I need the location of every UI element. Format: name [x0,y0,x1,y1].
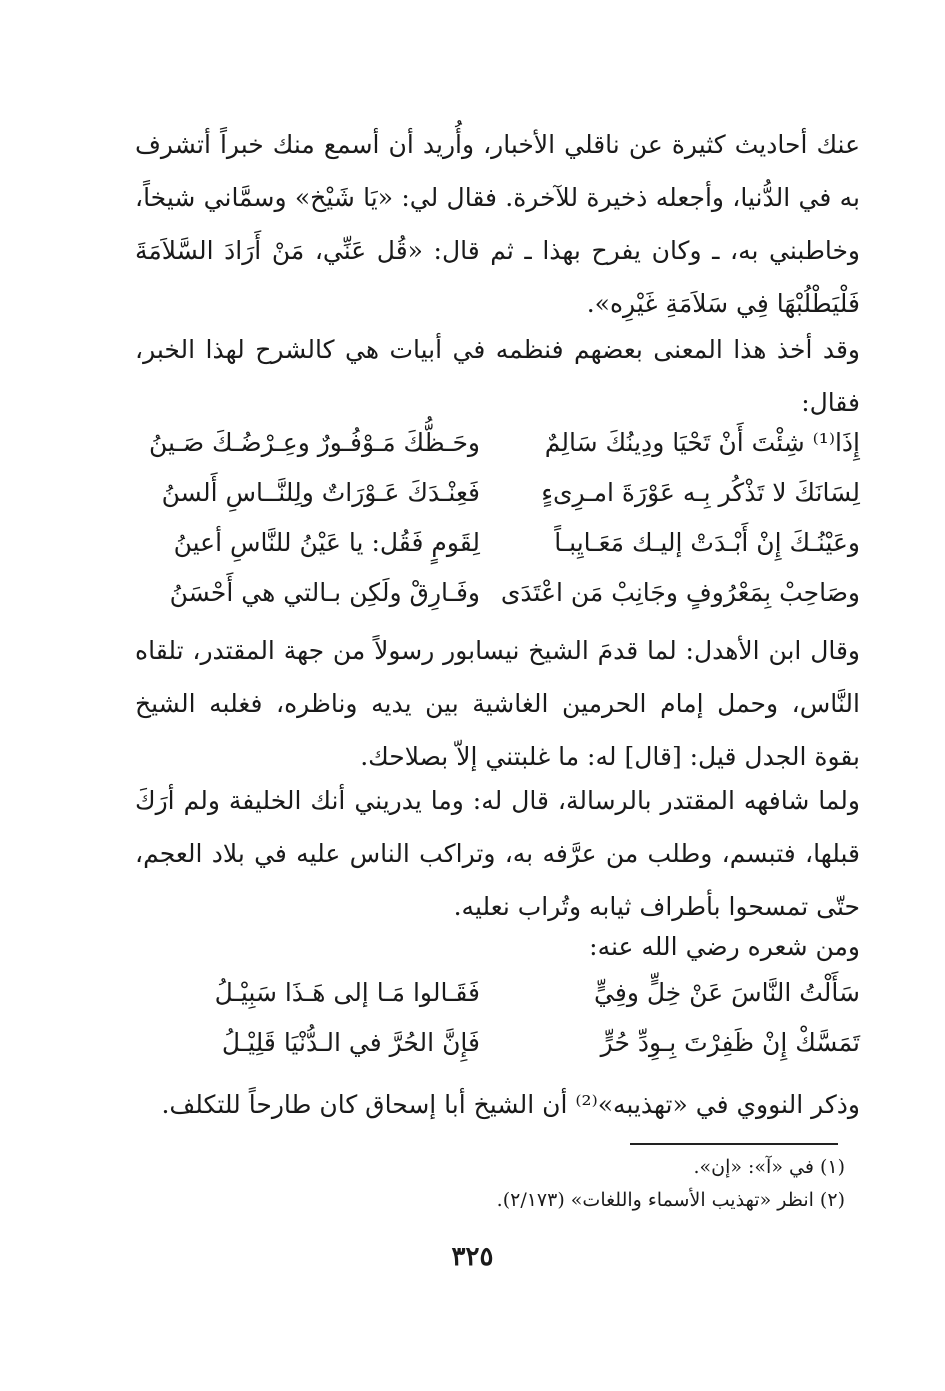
verse-second-hemistich: وحَـظُّكَ مَـوْفُـورٌ وعِـرْضُـكَ صَـينُ [148,428,480,457]
paragraph-poem-intro [135,323,860,429]
verse-second-hemistich: لِقَومٍ فَقُل: يا عَيْنُ للنَّاسِ أعينُ [173,528,480,557]
verse-second-hemistich: فَإِنَّ الحُرَّ في الـدُّنْيَا قَلِيْـلُ [221,1028,480,1057]
poem-one [135,418,860,618]
verse-first-hemistich: وصَاحِبْ بِمَعْرُوفٍ وجَانِبْ مَن اعْتَدَى [500,578,860,607]
body-paragraph: ولما شافهه المقتدر بالرسالة، قال له: وما يدريني أنك الخليفة ولم أرَكَ قبلها، فتبسم، وطلب من عرَّفه به، وتراكب الناس عليه في بلاد العجم، حتّى تمسحوا بأطراف ثيابه وتُراب نعليه. [135,786,860,921]
paragraph-ibn-al-ahdal [135,624,860,783]
poem-verse [135,518,860,568]
verse-first-hemistich: وعَيْنُـكَ إِنْ أَبْـدَتْ إليـك مَعَـايِبـاً [554,528,860,557]
verse-second-hemistich: فَقَـالوا مَـا إلى هَـذَا سَبِيْـلُ [214,978,480,1007]
paragraph-muqtadir [135,774,860,933]
body-paragraph: وقال ابن الأهدل: لما قدمَ الشيخ نيسابور رسولاً من جهة المقتدر، تلقاه النَّاس، وحمل إمام الحرمين الغاشية بين يديه وناظره، فغلبه الشيخ بقوة الجدل قيل: [قال] له: ما غلبتني إلاّ بصلاحك. [135,636,860,771]
poem-verse [135,418,860,468]
body-paragraph: ومن شعره رضي الله عنه: [589,932,860,961]
paragraph-poem-two-intro [135,920,860,973]
footnote-two: (٢) انظر «تهذيب الأسماء واللغات» (٢/١٧٣). [496,1189,845,1211]
poem-verse [135,568,860,618]
paragraph-opening [135,118,860,330]
verse-first-hemistich: لِسَانَكَ لا تَذْكُر بِـه عَوْرَةَ امـرِىءٍ [541,478,860,507]
verse-first-hemistich: تَمَسَّكْ إِنْ ظَفِرْتَ بِـوِدِّ حُرٍّ [600,1028,860,1057]
body-paragraph: وذكر النووي في «تهذيبه»⁽²⁾ أن الشيخ أبا إسحاق كان طارحاً للتكلف. [161,1090,860,1119]
verse-first-hemistich: إِذَا⁽¹⁾ شِئْتَ أَنْ تَحْيَا ودِينُكَ سَالِمٌ [544,428,860,457]
page-number: ٣٢٥ [451,1242,494,1272]
body-paragraph: عنك أحاديث كثيرة عن ناقلي الأخبار، وأُريد أن أسمع منك خبراً أتشرف به في الدُّنيا، وأجعله ذخيرة للآخرة. فقال لي: «يَا شَيْخ» وسمَّاني شيخاً، وخاطبني به، ـ وكان يفرح بهذا ـ ثم قال: «قُل عَنِّي، مَنْ أَرَادَ السَّلاَمَةَ فَلْيَطْلُبْهَا فِي سَلاَمَةِ غَيْرِه». [135,130,860,318]
verse-first-hemistich: سَأَلْتُ النَّاسَ عَنْ خِلٍّ وفِيٍّ [594,978,860,1007]
body-paragraph: وقد أخذ هذا المعنى بعضهم فنظمه في أبيات هي كالشرح لهذا الخبر، فقال: [135,335,860,417]
poem-two [135,968,860,1068]
footnote-one: (١) في «آ»: «إن». [693,1156,845,1178]
poem-verse [135,1018,860,1068]
paragraph-nawawi [135,1078,860,1131]
poem-verse [135,468,860,518]
footnote-separator [630,1143,838,1145]
verse-second-hemistich: وفَـارِقْ ولَكِن بـالتي هي أَحْسَنُ [169,578,480,607]
verse-second-hemistich: فَعِنْـدَكَ عَـوْرَاتٌ ولِلنَّــاسِ أَلسنُ [161,478,480,507]
poem-verse [135,968,860,1018]
